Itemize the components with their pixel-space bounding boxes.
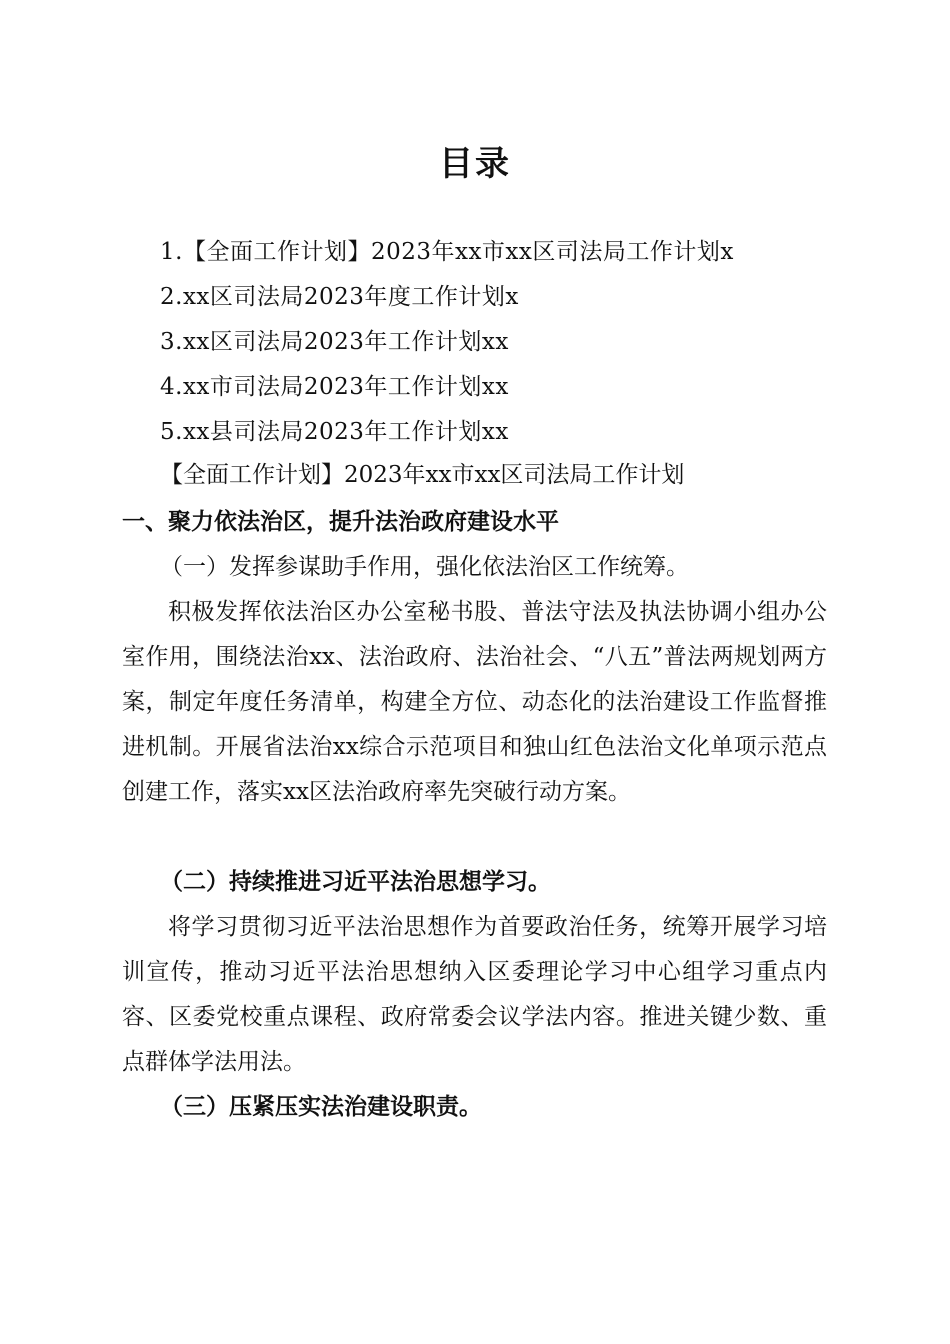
toc-item-5[interactable]: 5.xx县司法局2023年工作计划xx	[160, 419, 509, 445]
subsection-2-heading: （二）持续推进习近平法治思想学习。	[160, 869, 551, 895]
document-heading: 【全面工作计划】2023年xx市xx区司法局工作计划	[160, 462, 685, 488]
subsection-1-body: 积极发挥依法治区办公室秘书股、普法守法及执法协调小组办公室作用，围绕法治xx、法治政府、法治社会、“八五”普法两规划两方案，制定年度任务清单，构建全方位、动态化的法治建设工作监督推进机制。开展省法治xx综合示范项目和独山红色法治文化单项示范点创建工作，落实xx区法治政府率先突破行动方案。	[122, 599, 827, 805]
page-title: 目录	[439, 144, 511, 184]
toc-item-4[interactable]: 4.xx市司法局2023年工作计划xx	[160, 374, 509, 400]
subsection-1-heading: （一）发挥参谋助手作用，强化依法治区工作统筹。	[160, 554, 689, 580]
section-1-heading: 一、聚力依法治区，提升法治政府建设水平	[122, 509, 559, 535]
table-of-contents	[160, 230, 734, 455]
toc-item-1[interactable]: 1.【全面工作计划】2023年xx市xx区司法局工作计划x	[160, 239, 734, 265]
toc-item-3[interactable]: 3.xx区司法局2023年工作计划xx	[160, 329, 509, 355]
toc-item-2[interactable]: 2.xx区司法局2023年度工作计划x	[160, 284, 519, 310]
subsection-3-heading: （三）压紧压实法治建设职责。	[160, 1094, 482, 1120]
subsection-2-body: 将学习贯彻习近平法治思想作为首要政治任务，统筹开展学习培训宣传，推动习近平法治思想纳入区委理论学习中心组学习重点内容、区委党校重点课程、政府常委会议学法内容。推进关键少数、重点群体学法用法。	[122, 914, 827, 1075]
